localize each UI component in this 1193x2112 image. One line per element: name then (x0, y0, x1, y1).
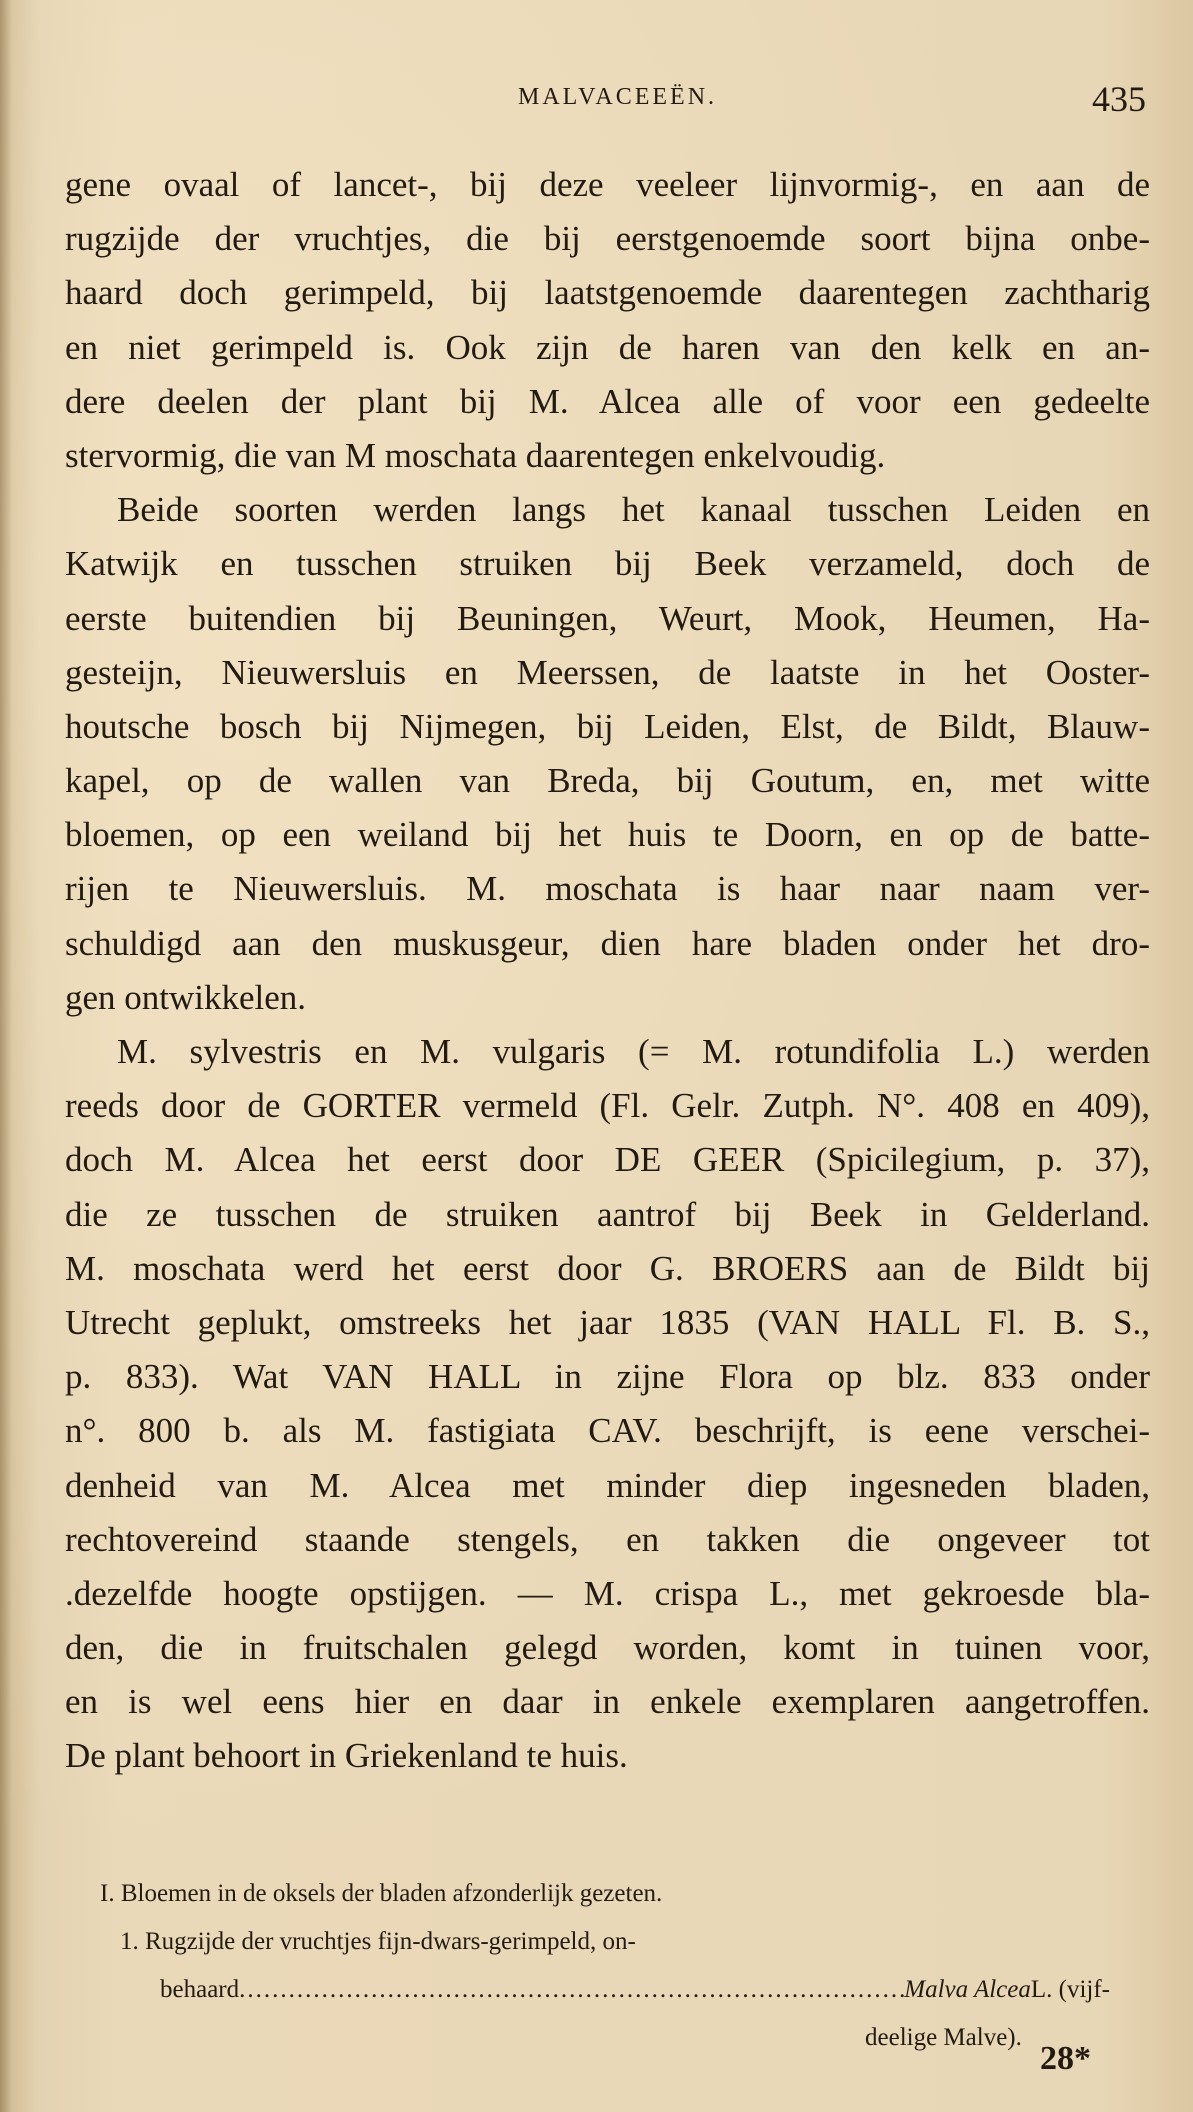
text-line: schuldigd aan den muskusgeur, dien hare bladen onder het dro- (65, 923, 1150, 963)
text-line: haard doch gerimpeld, bij laatstgenoemde daarentegen zachtharig (65, 273, 1150, 313)
text-line: reeds door de GORTER vermeld (Fl. Gelr. Zutph. N°. 408 en 409), (65, 1086, 1150, 1126)
identification-key (100, 1870, 1110, 2062)
text-line: doch M. Alcea het eerst door DE GEER (Spicilegium, p. 37), (65, 1140, 1150, 1180)
key-heading: I. Bloemen in de oksels der bladen afzonderlijk gezeten. (100, 1880, 663, 1907)
text-line: Beide soorten werden langs het kanaal tusschen Leiden en (117, 490, 1150, 530)
text-line: rugzijde der vruchtjes, die bij eerstgenoemde soort bijna onbe- (65, 219, 1150, 259)
text-line: gen ontwikkelen. (65, 977, 307, 1017)
body-text (65, 158, 1150, 1784)
text-line: houtsche bosch bij Nijmegen, bij Leiden, Elst, de Bildt, Blauw- (65, 706, 1150, 746)
text-line: Utrecht geplukt, omstreeks het jaar 1835 (VAN HALL Fl. B. S., (65, 1302, 1150, 1342)
species-name: Malva Alcea (904, 1976, 1031, 2003)
text-line: dere deelen der plant bij M. Alcea alle of voor een gedeelte (65, 381, 1150, 421)
leader-dots (239, 1966, 904, 2014)
common-name: deelige Malve). (865, 2024, 1022, 2051)
species-author: L. (vijf- (1030, 1976, 1110, 2003)
key-item-continuation (100, 1966, 1110, 2014)
text-line: den, die in fruitschalen gelegd worden, komt in tuinen voor, (65, 1628, 1150, 1668)
signature-mark: 28* (1040, 2040, 1091, 2077)
text-line: en niet gerimpeld is. Ook zijn de haren van den kelk en an- (65, 327, 1150, 367)
text-line: stervormig, die van M moschata daarentegen enkelvoudig. (65, 435, 886, 475)
text-line: gesteijn, Nieuwersluis en Meerssen, de laatste in het Ooster- (65, 652, 1150, 692)
gutter-shadow (0, 0, 12, 2112)
text-line: M. sylvestris en M. vulgaris (= M. rotundifolia L.) werden (117, 1032, 1150, 1071)
page-header (0, 78, 1193, 128)
text-line: bloemen, op een weiland bij het huis te Doorn, en op de batte- (65, 815, 1150, 855)
key-item-text: behaard (160, 1976, 240, 2003)
text-line: rechtovereind staande stengels, en takken die ongeveer tot (65, 1519, 1150, 1559)
text-line: die ze tusschen de struiken aantrof bij Beek in Gelderland. (65, 1194, 1150, 1234)
text-line: eerste buitendien bij Beuningen, Weurt, Mook, Heumen, Ha- (65, 598, 1150, 638)
text-line: p. 833). Wat VAN HALL in zijne Flora op blz. 833 onder (65, 1357, 1150, 1397)
page-number: 435 (1092, 79, 1146, 119)
text-line: rijen te Nieuwersluis. M. moschata is haar naar naam ver- (65, 869, 1150, 909)
key-item: 1. Rugzijde der vruchtjes fijn-dwars-gerimpeld, on- (120, 1928, 636, 1955)
text-line: en is wel eens hier en daar in enkele exemplaren aangetroffen. (65, 1682, 1150, 1722)
text-line: n°. 800 b. als M. fastigiata CAV. beschrijft, is eene verschei- (65, 1411, 1150, 1451)
text-line: De plant behoort in Griekenland te huis. (65, 1736, 628, 1776)
text-line: Katwijk en tusschen struiken bij Beek verzameld, doch de (65, 544, 1150, 584)
text-line: gene ovaal of lancet-, bij deze veeleer lijnvormig-, en aan de (65, 165, 1150, 204)
text-line: kapel, op de wallen van Breda, bij Goutum, en, met witte (65, 761, 1150, 801)
text-line: M. moschata werd het eerst door G. BROERS aan de Bildt bij (65, 1248, 1150, 1288)
running-head: MALVACEEËN. (518, 84, 718, 110)
text-line: denheid van M. Alcea met minder diep ingesneden bladen, (65, 1465, 1150, 1505)
text-line: .dezelfde hoogte opstijgen. — M. crispa L., met gekroesde bla- (65, 1573, 1150, 1613)
